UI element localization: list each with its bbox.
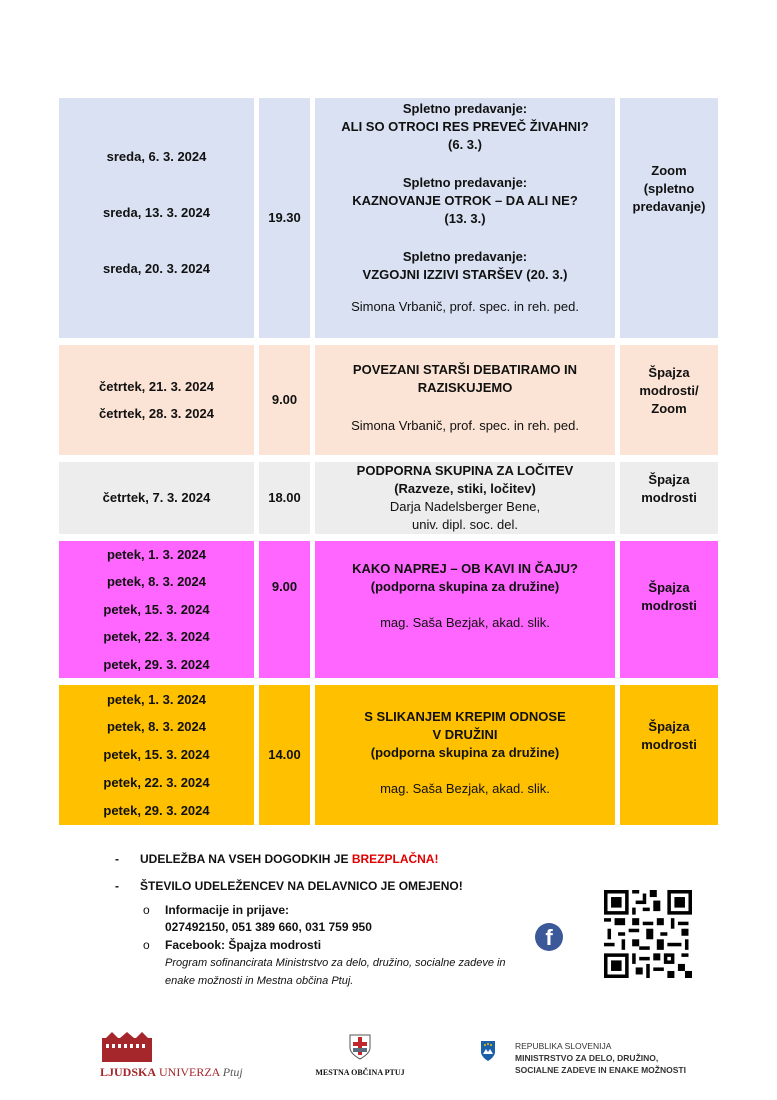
- program-subtitle: (podporna skupina za družine): [370, 745, 560, 760]
- location: Špajza modrosti: [641, 580, 697, 613]
- row1-dates: [59, 98, 254, 338]
- row2-dates: [59, 345, 254, 455]
- facebook-icon[interactable]: f: [535, 923, 563, 951]
- lu-name-rest: UNIVERZA: [156, 1065, 223, 1079]
- time: 9.00: [271, 579, 298, 594]
- date: sreda, 20. 3. 2024: [103, 261, 210, 276]
- note-text: ŠTEVILO UDELEŽENCEV NA DELAVNICO JE OMEJENO!: [140, 879, 463, 893]
- row3-program: [315, 462, 615, 534]
- date: petek, 1. 3. 2024: [106, 546, 206, 562]
- dash: -: [115, 879, 119, 893]
- funding-note: enake možnosti in Mestna občina Ptuj.: [165, 975, 354, 987]
- time: 18.00: [268, 490, 301, 505]
- note-text: UDELEŽBA NA VSEH DOGODKIH JE: [140, 852, 352, 866]
- program-subtitle: (podporna skupina za družine): [370, 579, 560, 594]
- lecture-title: KAZNOVANJE OTROK – DA ALI NE?: [352, 193, 578, 208]
- lu-city: Ptuj: [222, 1065, 243, 1079]
- lecturer: mag. Saša Bezjak, akad. slik.: [380, 781, 550, 796]
- ministry-logo: [480, 1040, 730, 1085]
- lecturer: univ. dipl. soc. del.: [412, 517, 518, 532]
- facebook-label[interactable]: Facebook: Špajza modrosti: [165, 938, 322, 952]
- notes: [115, 850, 595, 904]
- time: 14.00: [268, 747, 301, 762]
- lecturer: Darja Nadelsberger Bene,: [389, 499, 541, 514]
- lecture-kind: Spletno predavanje:: [402, 249, 528, 264]
- program-title: PODPORNA SKUPINA ZA LOČITEV: [356, 463, 574, 478]
- lecture-title: ALI SO OTROCI RES PREVEČ ŽIVAHNI?: [341, 119, 589, 134]
- date: sreda, 13. 3. 2024: [103, 205, 210, 220]
- time: 19.30: [268, 210, 301, 225]
- lecture-kind: Spletno predavanje:: [402, 175, 528, 190]
- row1-time: [259, 98, 310, 338]
- program-title: KAKO NAPREJ – OB KAVI IN ČAJU?: [352, 561, 578, 576]
- lecturer: Simona Vrbanič, prof. spec. in reh. ped.: [351, 418, 579, 433]
- lecture-title: VZGOJNI IZZIVI STARŠEV (20. 3.): [362, 267, 568, 282]
- location: Špajza modrosti/ Zoom: [639, 365, 699, 416]
- date: petek, 22. 3. 2024: [103, 774, 210, 790]
- facebook-block: [143, 937, 565, 990]
- location: Špajza modrosti: [641, 719, 697, 752]
- row3-location: [620, 462, 718, 534]
- location: Zoom (spletno predavanje): [632, 163, 706, 214]
- building-icon: [102, 1032, 152, 1062]
- ministry-line: MINISTRSTVO ZA DELO, DRUŽINO,: [515, 1053, 659, 1063]
- mestna-obcina-logo: [305, 1034, 415, 1084]
- program-title: S SLIKANJEM KREPIM ODNOSE: [364, 709, 566, 724]
- date: sreda, 6. 3. 2024: [106, 149, 207, 164]
- date: petek, 1. 3. 2024: [106, 691, 206, 707]
- date: petek, 15. 3. 2024: [103, 747, 210, 763]
- coat-of-arms-icon: [349, 1034, 371, 1060]
- row3-dates: [59, 462, 254, 534]
- row4-program: [315, 541, 615, 678]
- time: 9.00: [271, 392, 298, 407]
- row1-program: [315, 98, 615, 338]
- bullet: o: [143, 938, 150, 952]
- dash: -: [115, 852, 119, 866]
- row2-program: [315, 345, 615, 455]
- date: četrtek, 21. 3. 2024: [99, 379, 214, 394]
- row4-dates: [59, 541, 254, 678]
- ljudska-univerza-logo: [100, 1032, 260, 1082]
- row5-program: [315, 685, 615, 825]
- row4-location: [620, 541, 718, 678]
- date: petek, 15. 3. 2024: [103, 601, 210, 617]
- lu-name-bold: LJUDSKA: [100, 1065, 157, 1079]
- date: petek, 29. 3. 2024: [103, 656, 210, 672]
- date: petek, 8. 3. 2024: [106, 574, 206, 590]
- row2-location: [620, 345, 718, 455]
- lu-name: [100, 1065, 243, 1080]
- ministry-line: REPUBLIKA SLOVENIJA: [515, 1041, 612, 1051]
- lecture-kind: Spletno predavanje:: [402, 101, 528, 116]
- note-highlight: BREZPLAČNA!: [351, 852, 439, 866]
- date: četrtek, 7. 3. 2024: [102, 490, 211, 505]
- bullet: o: [143, 903, 150, 917]
- note-limited: [115, 877, 595, 895]
- info-phones: 027492150, 051 389 660, 031 759 950: [165, 920, 372, 934]
- row2-time: [259, 345, 310, 455]
- slovenia-crest-icon: [480, 1040, 496, 1062]
- ministry-text: [515, 1040, 686, 1076]
- date: četrtek, 28. 3. 2024: [99, 406, 214, 421]
- program-subtitle: (Razveze, stiki, ločitev): [394, 481, 536, 496]
- info-label: Informacije in prijave:: [165, 903, 290, 917]
- row4-time: [259, 541, 310, 678]
- row1-location: [620, 98, 718, 338]
- lecture-date: (13. 3.): [444, 211, 486, 226]
- program-title: V DRUŽINI: [432, 727, 498, 742]
- row3-time: [259, 462, 310, 534]
- lecturer: mag. Saša Bezjak, akad. slik.: [380, 615, 550, 630]
- date: petek, 29. 3. 2024: [103, 802, 210, 818]
- qr-code-icon[interactable]: [604, 890, 692, 978]
- row5-time: [259, 685, 310, 825]
- ministry-line: SOCIALNE ZADEVE IN ENAKE MOŽNOSTI: [515, 1065, 686, 1075]
- location: Špajza modrosti: [641, 472, 697, 505]
- row5-location: [620, 685, 718, 825]
- mop-name: MESTNA OBČINA PTUJ: [315, 1068, 405, 1077]
- date: petek, 8. 3. 2024: [106, 719, 206, 735]
- row5-dates: [59, 685, 254, 825]
- lecture-date: (6. 3.): [448, 137, 482, 152]
- date: petek, 22. 3. 2024: [103, 629, 210, 645]
- program-title: POVEZANI STARŠI DEBATIRAMO IN RAZISKUJEMO: [352, 362, 578, 395]
- funding-note: Program sofinancirata Ministrstvo za delo, družino, socialne zadeve in: [165, 957, 506, 969]
- note-free: [115, 850, 595, 868]
- info-block: [143, 902, 565, 936]
- lecturer: Simona Vrbanič, prof. spec. in reh. ped.: [351, 299, 579, 314]
